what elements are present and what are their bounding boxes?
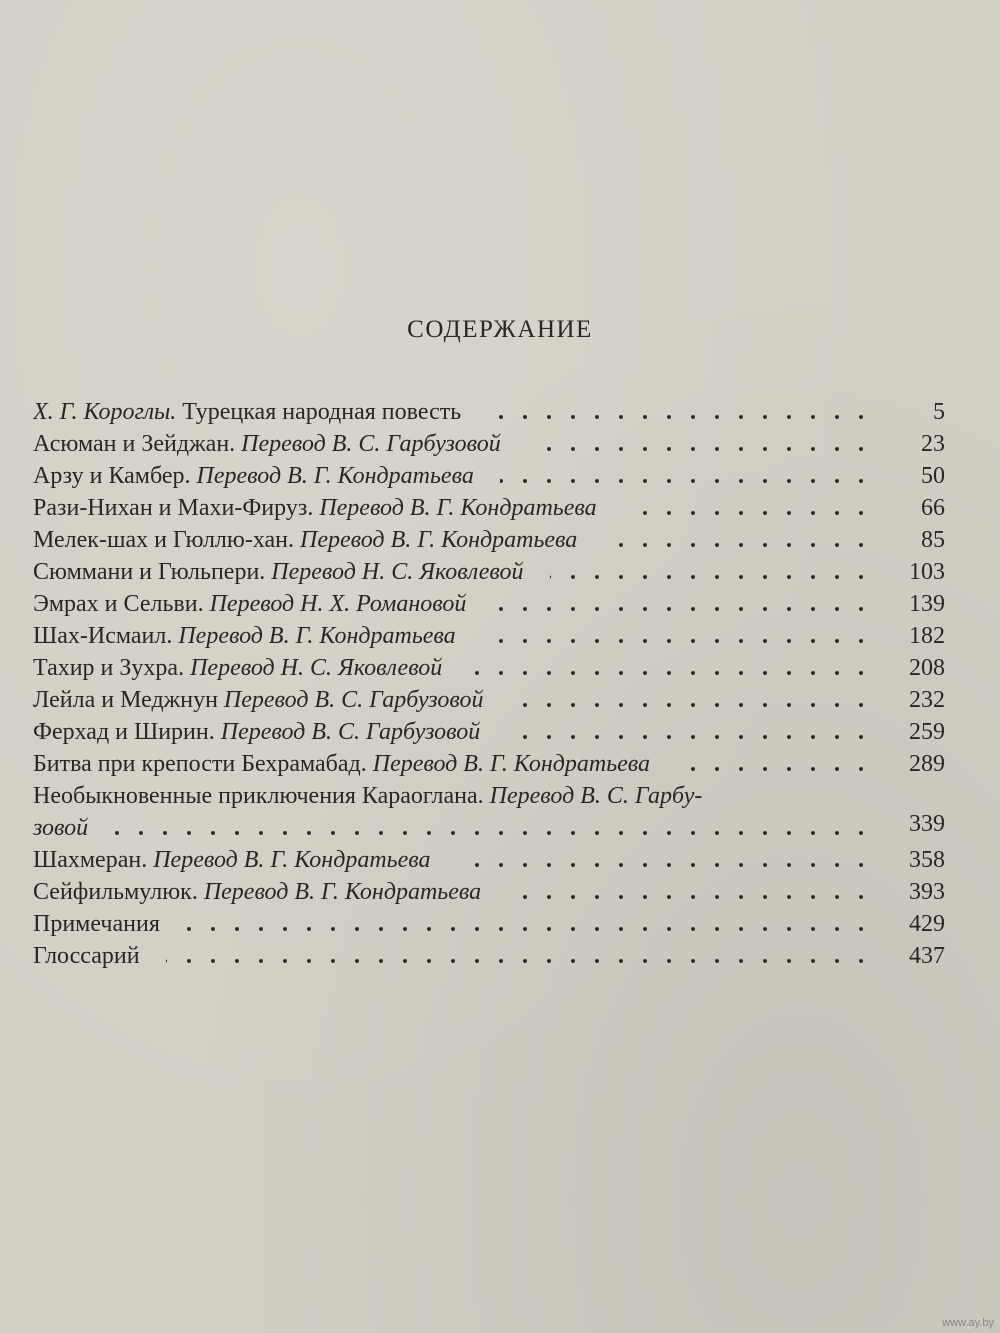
- entry-translator: Перевод В. Г. Кондратьева: [319, 495, 597, 521]
- toc-entry: [33, 396, 945, 428]
- entry-title: Рази-Нихан и Махи-Фируз.: [33, 495, 314, 521]
- page-number: 437: [909, 943, 945, 969]
- entry-title: Эмрах и Сельви.: [33, 591, 204, 617]
- page-number: 429: [909, 911, 945, 937]
- table-of-contents: [33, 396, 945, 972]
- entry-translator: Перевод В. С. Гарбузовой: [220, 719, 481, 745]
- page-number: 5: [933, 399, 945, 425]
- dot-leader: [676, 766, 873, 772]
- entry-author: Х. Г. Короглы.: [33, 399, 177, 425]
- entry-translator-continued: зовой: [33, 815, 89, 841]
- entry-title: Сейфильмулюк.: [33, 879, 198, 905]
- entry-title: Примечания: [33, 911, 160, 937]
- page-number: 103: [909, 559, 945, 585]
- dot-leader: [500, 478, 873, 484]
- entry-title: Турецкая народная повесть: [182, 399, 462, 425]
- dot-leader: [487, 414, 873, 420]
- dot-leader: [457, 862, 873, 868]
- dot-leader: [507, 894, 873, 900]
- watermark: www.ay.by: [942, 1317, 994, 1329]
- entry-translator: Перевод В. Г. Кондратьева: [196, 463, 474, 489]
- toc-entry: [33, 556, 945, 588]
- entry-title: Ферхад и Ширин.: [33, 719, 215, 745]
- toc-entry: [33, 428, 945, 460]
- entry-title: Асюман и Зейджан.: [33, 431, 236, 457]
- entry-title: Арзу и Камбер.: [33, 463, 191, 489]
- dot-leader: [186, 926, 873, 932]
- toc-heading: СОДЕРЖАНИЕ: [407, 316, 593, 343]
- toc-entry: [33, 684, 945, 716]
- entry-title: Необыкновенные приключения Караоглана.: [33, 783, 484, 809]
- dot-leader: [166, 958, 873, 964]
- dot-leader: [506, 734, 873, 740]
- entry-title: Лейла и Меджнун: [33, 687, 218, 713]
- entry-title: Шах-Исмаил.: [33, 623, 173, 649]
- page-number: 259: [909, 719, 945, 745]
- entry-translator: Перевод В. Г. Кондратьева: [300, 527, 578, 553]
- page-number: 66: [921, 495, 945, 521]
- entry-title: Тахир и Зухра.: [33, 655, 185, 681]
- entry-translator: Перевод Н. С. Яковлевой: [190, 655, 443, 681]
- page-number: 339: [909, 811, 945, 837]
- page-number: 85: [921, 527, 945, 553]
- entry-translator: Перевод В. Г. Кондратьева: [372, 751, 651, 777]
- entry-translator: Перевод В. Г. Кондратьева: [203, 879, 482, 905]
- entry-translator: Перевод В. С. Гарбу-: [489, 783, 703, 809]
- page-number: 139: [909, 591, 945, 617]
- entry-title: Шахмеран.: [33, 847, 148, 873]
- toc-entry: [33, 748, 945, 780]
- dot-leader: [623, 510, 873, 516]
- page-number: 208: [909, 655, 945, 681]
- dot-leader: [550, 574, 873, 580]
- page-number: 23: [921, 431, 945, 457]
- dot-leader: [527, 446, 873, 452]
- page-number: 289: [909, 751, 945, 777]
- dot-leader: [468, 670, 873, 676]
- toc-entry: [33, 844, 945, 876]
- toc-entry: [33, 524, 945, 556]
- dot-leader: [114, 830, 873, 836]
- entry-title: Мелек-шах и Гюллю-хан.: [33, 527, 294, 553]
- entry-translator: Перевод Н. С. Яковлевой: [271, 559, 524, 585]
- entry-title: Сюммани и Гюльпери.: [33, 559, 266, 585]
- toc-entry: [33, 940, 945, 972]
- entry-title: Глоссарий: [33, 943, 140, 969]
- toc-entry: [33, 876, 945, 908]
- toc-entry: [33, 460, 945, 492]
- entry-translator: Перевод В. С. Гарбузовой: [223, 687, 484, 713]
- entry-title: Битва при крепости Бехрамабад.: [33, 751, 367, 777]
- dot-leader: [482, 638, 873, 644]
- entry-translator: Перевод В. Г. Кондратьева: [153, 847, 431, 873]
- entry-translator: Перевод В. С. Гарбузовой: [241, 431, 501, 457]
- page-number: 232: [909, 687, 945, 713]
- toc-entry: [33, 588, 945, 620]
- entry-translator: Перевод Н. Х. Романовой: [209, 591, 467, 617]
- page-number: 182: [909, 623, 945, 649]
- toc-entry: [33, 652, 945, 684]
- dot-leader: [603, 542, 873, 548]
- toc-entry: [33, 716, 945, 748]
- toc-entry: [33, 620, 945, 652]
- page-number: 358: [909, 847, 945, 873]
- entry-translator: Перевод В. Г. Кондратьева: [178, 623, 456, 649]
- toc-entry: [33, 780, 945, 844]
- toc-entry: [33, 908, 945, 940]
- toc-entry: [33, 492, 945, 524]
- dot-leader: [492, 606, 873, 612]
- dot-leader: [509, 702, 873, 708]
- page-number: 393: [909, 879, 945, 905]
- page-number: 50: [921, 463, 945, 489]
